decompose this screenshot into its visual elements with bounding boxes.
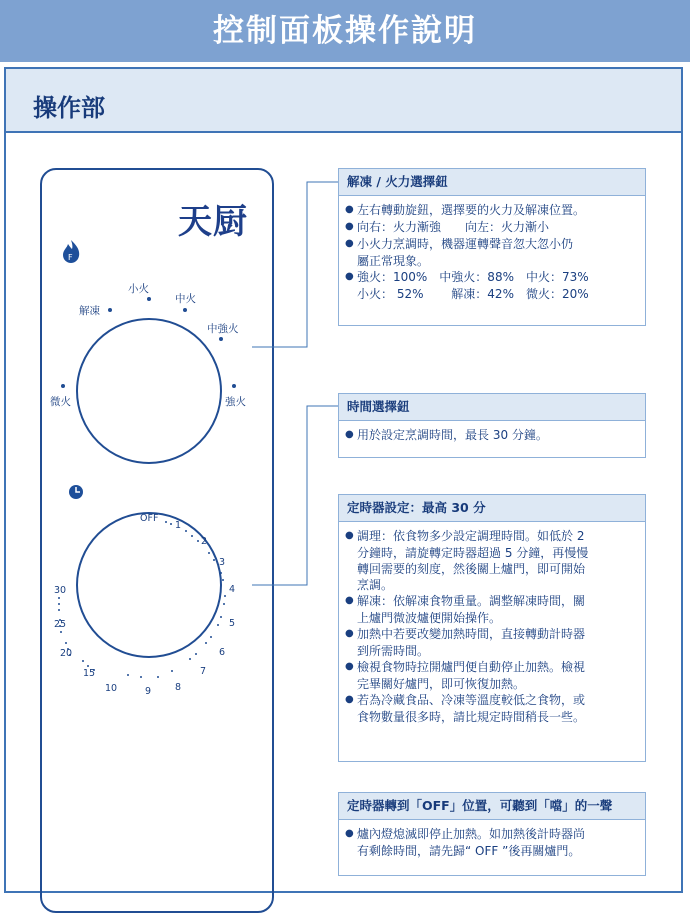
flame-icon (63, 240, 79, 263)
off-info-box (338, 792, 646, 876)
timer-bullet-1-cont: 分鐘時，請旋轉定時器超過 5 分鐘，再慢慢 (357, 546, 589, 560)
power-bullet-4-cont: 小火： 52% 解凍：42% 微火：20% (357, 287, 589, 301)
timer-bullet-5: ● 若為冷藏食品、冷凍等溫度較低之食物，或 (345, 692, 639, 708)
power-bullet-3: ● 小火力烹調時，機器運轉聲音忽大忽小仍 (345, 236, 639, 252)
timer-info-title: 定時器設定：最高 30 分 (339, 495, 645, 522)
power-label-defrost: 解凍 (79, 305, 100, 317)
section-title: 操作部 (33, 94, 105, 122)
timer-bullet-4-cont: 完畢關好爐門，即可恢復加熱。 (357, 677, 526, 691)
power-bullet-2: ● 向右：火力漸強 向左：火力漸小 (345, 219, 639, 235)
timer-label-15: 15 (83, 668, 96, 679)
power-dot-weak (61, 384, 65, 388)
off-bullet-1-cont: 有剩餘時間，請先歸“ OFF ”後再關爐門。 (357, 844, 581, 858)
timer-label-30: 30 (54, 585, 67, 596)
power-dot-low (147, 297, 151, 301)
timer-label-2: 2 (201, 536, 208, 547)
power-label-low: 小火 (128, 283, 149, 295)
timer-bullet-1: ● 調理：依食物多少設定調理時間。如低於 2 (345, 528, 639, 544)
power-dot-medium (183, 308, 187, 312)
time-bullet-1: ● 用於設定烹調時間，最長 30 分鐘。 (345, 427, 639, 443)
timer-label-off: OFF (140, 513, 159, 524)
power-info-box (338, 168, 646, 326)
timer-label-4: 4 (229, 584, 236, 595)
timer-bullet-1-cont: 轉回需要的刻度，然後關上爐門，即可開始 (357, 562, 586, 576)
timer-label-3: 3 (219, 557, 226, 568)
timer-bullet-3: ● 加熱中若要改變加熱時間，直接轉動計時器 (345, 626, 639, 642)
power-bullet-4: ● 強火：100% 中強火：88% 中火：73% (345, 269, 639, 285)
timer-label-6: 6 (219, 647, 226, 658)
timer-info-box (338, 494, 646, 762)
clock-icon (69, 485, 83, 499)
power-label-medium-high: 中強火 (207, 323, 239, 335)
timer-bullet-1-cont: 烹調。 (357, 578, 394, 592)
timer-label-5: 5 (229, 618, 236, 629)
timer-bullet-3-cont: 到所需時間。 (357, 644, 430, 658)
timer-bullet-5-cont: 食物數量很多時，請比規定時間稍長一些。 (357, 710, 586, 724)
timer-label-7: 7 (200, 666, 207, 677)
power-label-high: 強火 (225, 396, 246, 408)
off-bullet-1: ● 爐內燈熄滅即停止加熱。如加熱後計時器尚 (345, 826, 639, 842)
power-dot-defrost (108, 308, 112, 312)
timer-bullet-4: ● 檢視食物時拉開爐門便自動停止加熱。檢視 (345, 659, 639, 675)
time-leader-line (252, 406, 338, 585)
timer-knob[interactable] (77, 513, 221, 657)
timer-label-20: 20 (60, 648, 73, 659)
power-label-weak: 微火 (50, 396, 71, 408)
off-info-title: 定時器轉到「OFF」位置，可聽到「噹」的一聲 (339, 793, 645, 820)
time-info-title: 時間選擇鈕 (339, 394, 645, 421)
power-info-title: 解凍 / 火力選擇鈕 (339, 169, 645, 196)
timer-label-25: 25 (54, 619, 67, 630)
power-knob[interactable] (77, 319, 221, 463)
power-dot-medium-high (219, 337, 223, 341)
power-bullet-1: ● 左右轉動旋鈕，選擇要的火力及解凍位置。 (345, 202, 639, 218)
power-bullet-3-cont: 屬正常現象。 (357, 254, 430, 268)
timer-label-10: 10 (105, 683, 118, 694)
brand-logo: 天厨 (178, 202, 248, 242)
time-info-box (338, 393, 646, 458)
timer-label-1: 1 (175, 520, 182, 531)
svg-text:F: F (68, 253, 73, 262)
timer-label-8: 8 (175, 682, 182, 693)
power-leader-line (252, 182, 338, 347)
page-banner-title: 控制面板操作說明 (0, 0, 690, 62)
timer-label-9: 9 (145, 686, 152, 697)
timer-bullet-2: ● 解凍：依解凍食物重量。調整解凍時間，關 (345, 593, 639, 609)
timer-bullet-2-cont: 上爐門微波爐便開始操作。 (357, 611, 502, 625)
power-label-medium: 中火 (175, 293, 196, 305)
power-dot-high (232, 384, 236, 388)
